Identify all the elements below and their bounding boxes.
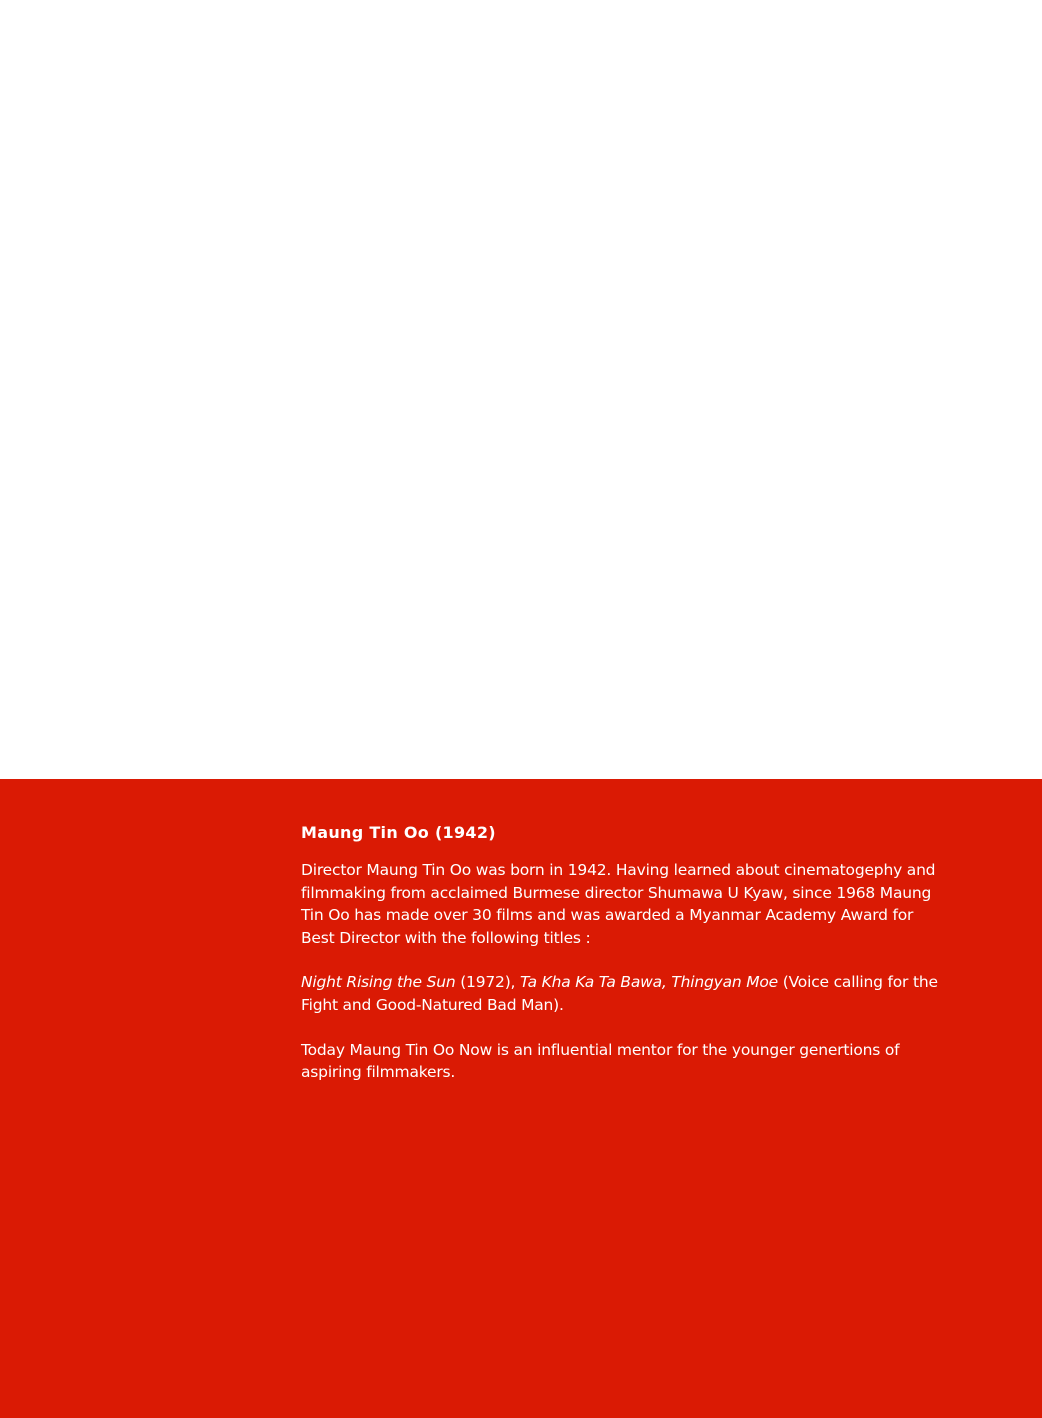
film-title-2: Ta Kha Ka Ta Bawa, Thingyan Moe [520, 973, 779, 992]
bio-title: Maung Tin Oo (1942) [301, 823, 496, 842]
bio-paragraph-1: Director Maung Tin Oo was born in 1942. Having learned about cinematogephy and filmmaking from acclaimed Burmese director Shumawa U Kyaw, since 1968 Maung Tin Oo has made over 30 films and was awarded a Myanmar Academy Award for Best Director with the following titles : [301, 861, 936, 947]
film-list-rest: (Voice calling for the Fight and Good-Natured Bad Man). [301, 973, 938, 1014]
bio-paragraph-3: Today Maung Tin Oo Now is an influential mentor for the younger genertions of aspiring filmmakers. [301, 1040, 900, 1082]
film-year-1: (1972), [455, 973, 520, 992]
bio-paragraph-2 [301, 971, 951, 1016]
film-title-1: Night Rising the Sun [301, 973, 456, 992]
bio-section [301, 821, 951, 1106]
